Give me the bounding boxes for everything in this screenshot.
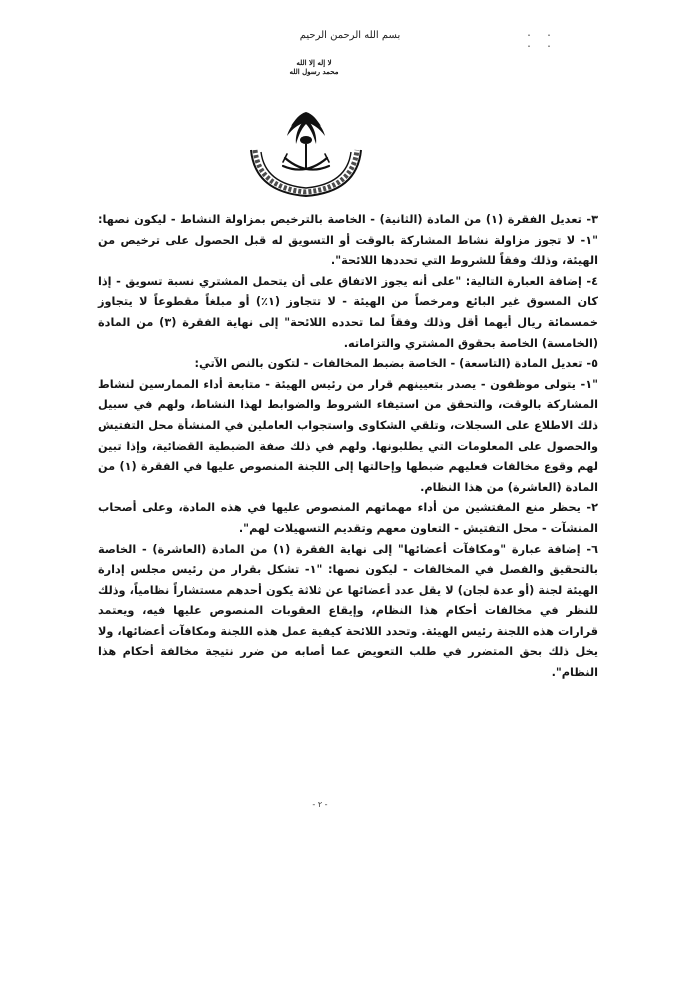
amendment-paragraph-4: ٤- إضافة العبارة التالية: "على أنه يجوز الاتفاق على أن يتحمل المشتري نسبة تسويق - إذا كان المسوق غير البائع ومرخصاً من الهيئة - لا تتجاوز (١٪) أو مبلغاً مقطوعاً لا يتجاوز خمسمائة ريال أيهما أقل وذلك وفقاً لما تحدده اللائحة" إلى نهاية الفقرة (٣) من المادة (الخامسة) الخاصة بحقوق المشتري والتزاماته.	[98, 274, 598, 350]
amendment-paragraph-3: ٣- تعديل الفقرة (١) من المادة (الثانية) - الخاصة بالترخيص بمزاولة النشاط - ليكون نصها: "١- لا تجوز مزاولة نشاط المشاركة بالوقت أو التسويق له قبل الحصول على ترخيص من الهيئة، وذلك وفقاً للشروط التي تحددها اللائحة".	[98, 213, 598, 268]
saudi-emblem-logo	[241, 100, 371, 200]
document-body	[98, 210, 598, 790]
amendment-paragraph-5: ٥- تعديل المادة (التاسعة) - الخاصة بضبط المخالفات - لتكون بالنص الآتي:	[194, 357, 598, 371]
page-number: - ٢ -	[312, 800, 328, 809]
palm-tree-icon	[287, 112, 325, 170]
article-9-clause-2: ٢- يحظر منع المفتشين من أداء مهماتهم المنصوص عليها في هذه المادة، وعلى أصحاب المنشآت - محل التفتيش - التعاون معهم وتقديم التسهيلات لهم".	[98, 501, 598, 535]
basmala-heading: بسم الله الرحمن الرحيم	[299, 30, 401, 41]
amendment-paragraph-6: ٦- إضافة عبارة "ومكافآت أعضائها" إلى نهاية الفقرة (١) من المادة (العاشرة) - الخاصة بالتحقيق والفصل في المخالفات - ليكون نصها: "١- تشكل بقرار من رئيس مجلس إدارة الهيئة لجنة (أو عدة لجان) لا يقل عدد أعضائها عن ثلاثة يكون أحدهم مستشاراً نظامياً، وذلك للنظر في مخالفات أحكام هذا النظام، وإيقاع العقوبات المنصوص عليها فيه، ويعتمد قرارات هذه اللجنة رئيس الهيئة. وتحدد اللائحة كيفية عمل هذه اللجنة ومكافآت أعضائها، ولا يخل ذلك بحق المتضرر في طلب التعويض عما أصابه من ضرر نتيجة مخالفة أحكام هذا النظام".	[98, 542, 599, 680]
corner-marks: . . . .	[526, 28, 557, 50]
shahada-calligraphy: لا إله إلا الله محمد رسول الله	[289, 58, 339, 76]
article-9-clause-1: "١- يتولى موظفون - يصدر بتعيينهم قرار من رئيس الهيئة - متابعة أداء الممارسين لنشاط المشاركة بالوقت، والتحقق من استيفاء الشروط والضوابط لهذا النشاط، ولهم في سبيل ذلك الاطلاع على السجلات، وتلقي الشكاوى واستجواب العاملين في المنشأة محل التفتيش والحصول على المعلومات التي يطلبونها. ولهم في ذلك صفة الضبطية القضائية، وإذا تبين لهم وقوع مخالفات فعليهم ضبطها وإحالتها إلى اللجنة المنصوص عليها في الفقرة (١) من المادة (العاشرة) من هذا النظام.	[98, 377, 598, 494]
